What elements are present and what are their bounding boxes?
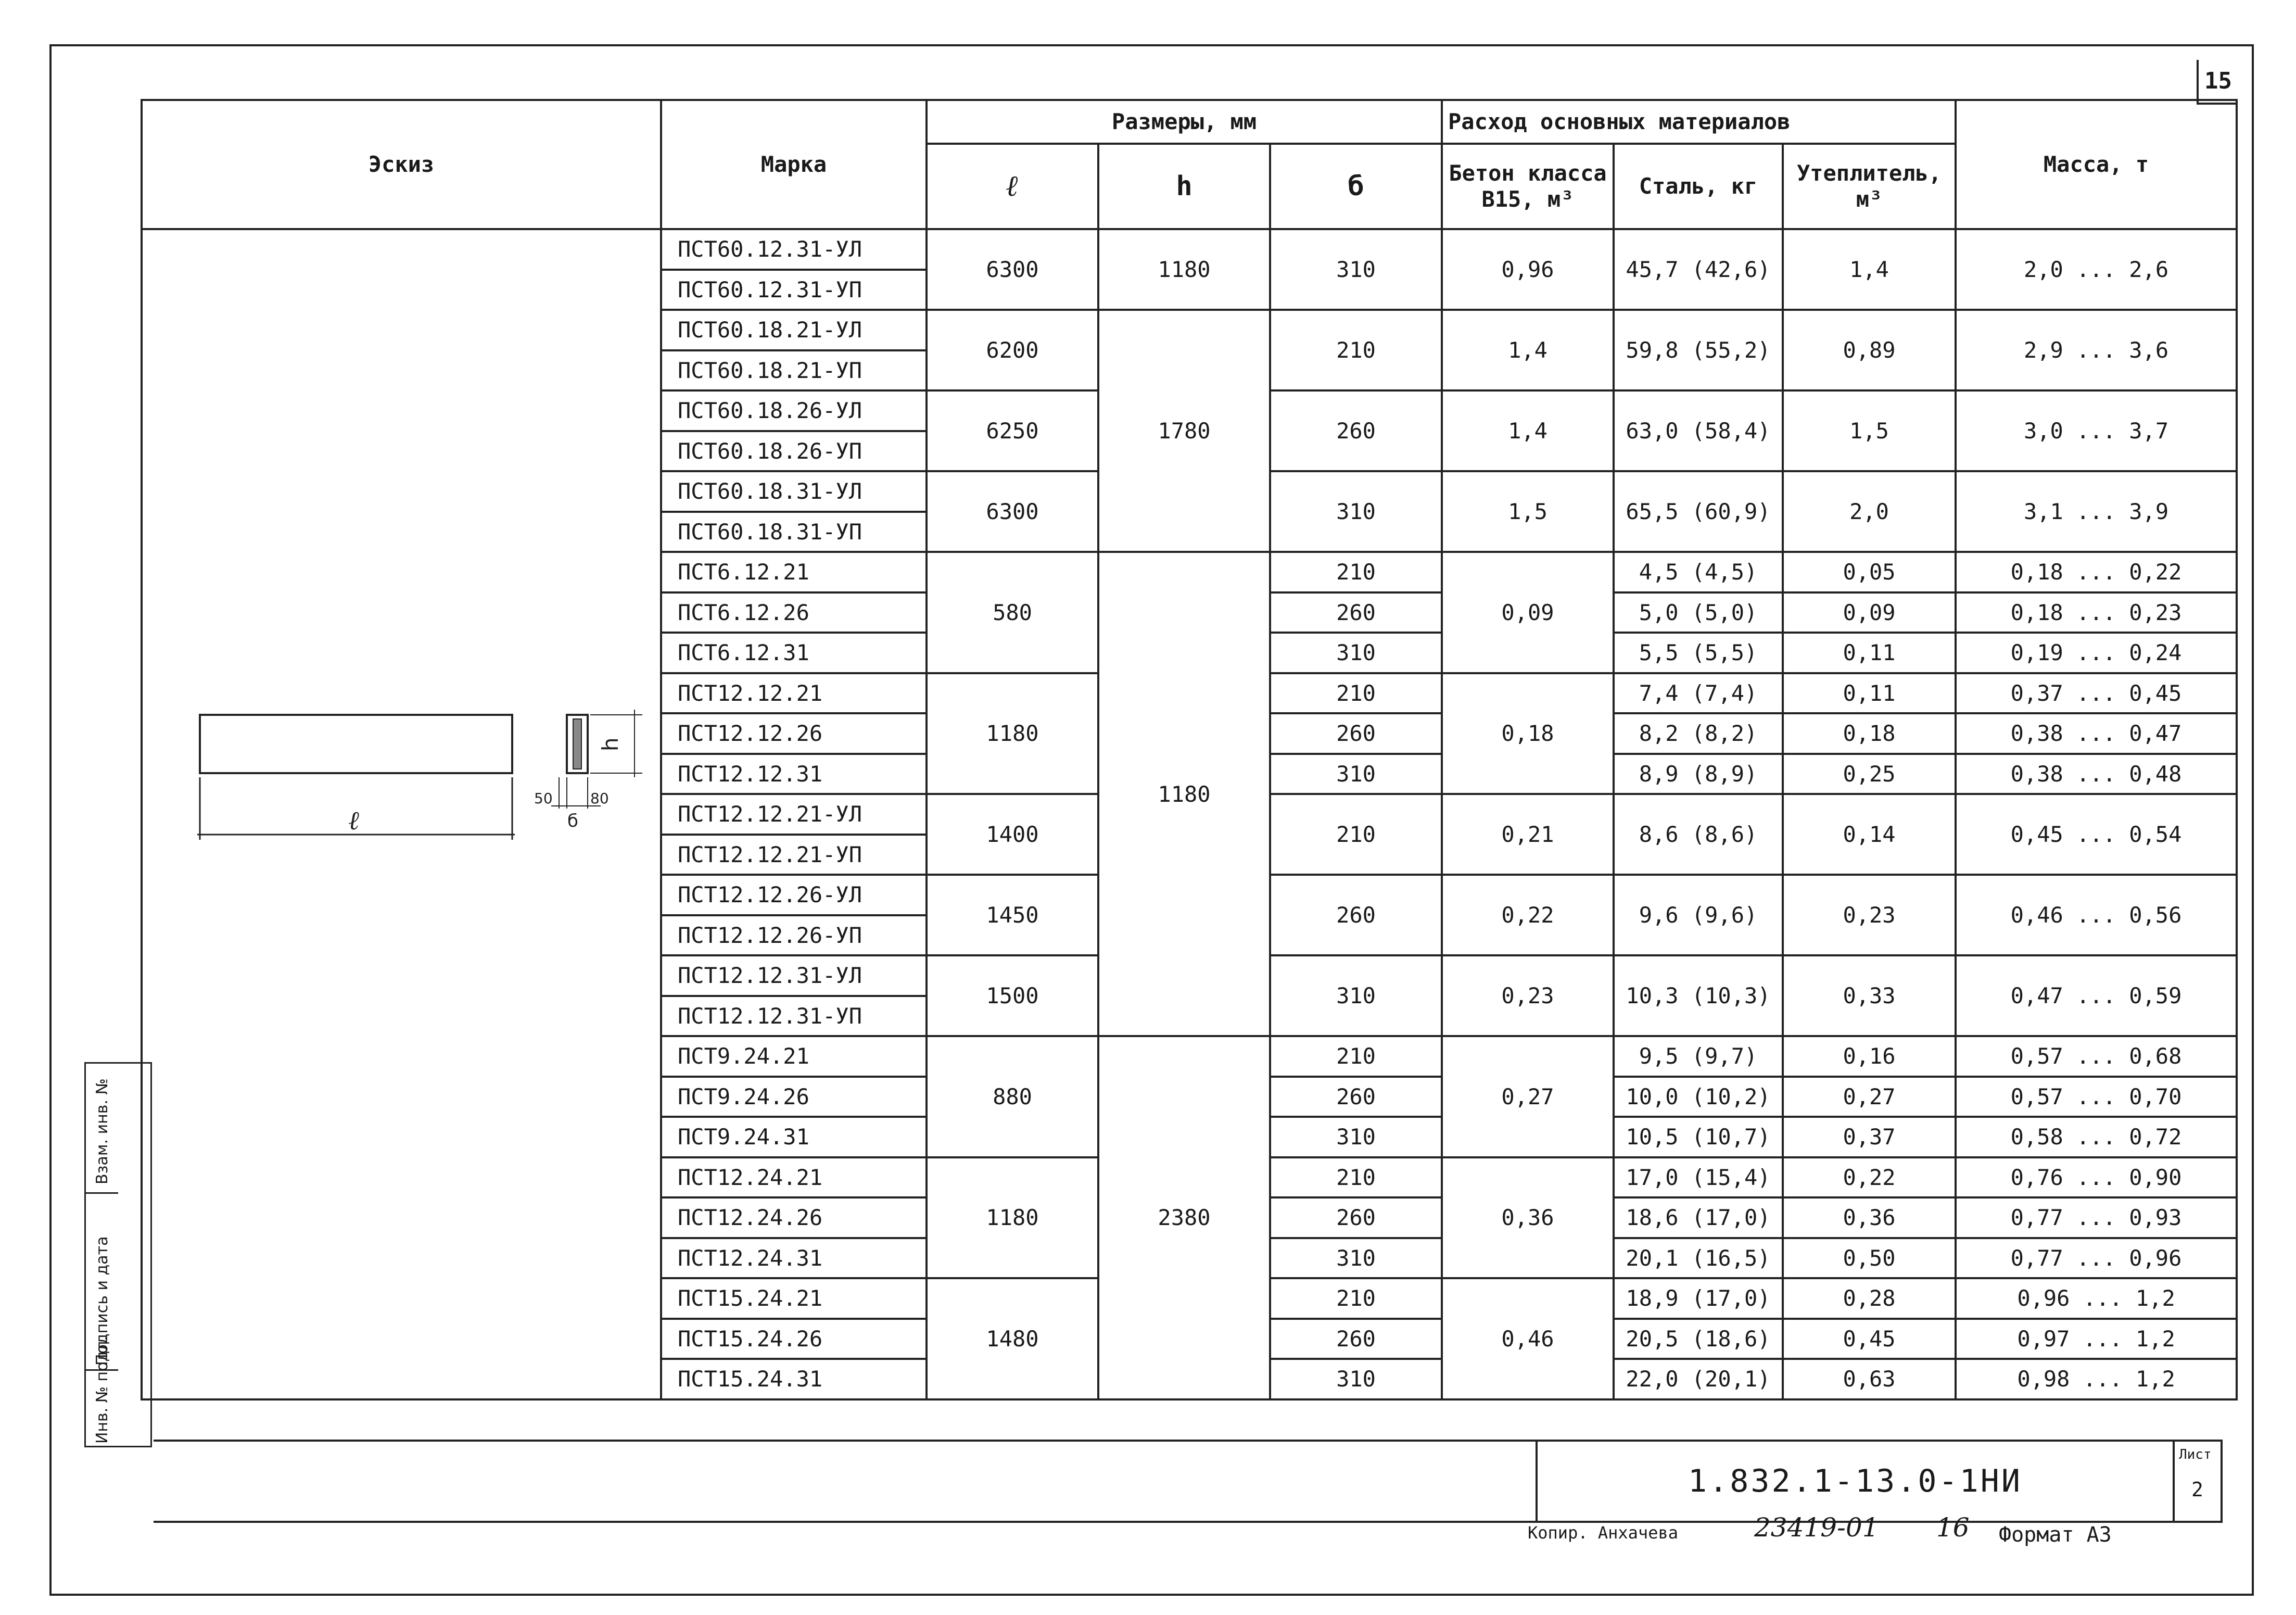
cell-b: 310	[1270, 955, 1442, 1036]
cell-b: 310	[1270, 1117, 1442, 1157]
cell-concrete: 0,18	[1442, 673, 1614, 794]
cell-steel: 8,6 (8,6)	[1614, 794, 1783, 875]
cell-b: 310	[1270, 633, 1442, 673]
cell-steel: 22,0 (20,1)	[1614, 1359, 1783, 1399]
cell-insulation: 2,0	[1783, 471, 1956, 552]
specification-table	[141, 99, 2238, 1400]
header-insulation: Утеплитель, м³	[1783, 144, 1956, 229]
footer-number-16: 16	[1936, 1512, 1970, 1543]
cell-l: 880	[927, 1036, 1098, 1157]
cell-b: 210	[1270, 552, 1442, 592]
cell-b: 310	[1270, 229, 1442, 310]
cell-insulation: 0,27	[1783, 1077, 1956, 1117]
cell-mark: ПСТ60.12.31-УЛ	[661, 229, 927, 270]
side-stamp-vzam-inv: Взам. инв. №	[93, 1078, 111, 1184]
header-dim-b: б	[1270, 144, 1442, 229]
cell-insulation: 0,16	[1783, 1036, 1956, 1077]
cell-mark: ПСТ12.12.26	[661, 713, 927, 754]
cell-mark: ПСТ12.12.21	[661, 673, 927, 714]
header-dim-l: ℓ	[927, 144, 1098, 229]
cell-mark: ПСТ9.24.26	[661, 1077, 927, 1117]
cell-concrete: 1,4	[1442, 390, 1614, 471]
cell-insulation: 0,63	[1783, 1359, 1956, 1399]
cell-steel: 5,5 (5,5)	[1614, 633, 1783, 673]
cell-mark: ПСТ12.12.21-УЛ	[661, 794, 927, 835]
cell-mark: ПСТ12.12.26-УЛ	[661, 875, 927, 915]
cell-b: 210	[1270, 1036, 1442, 1077]
cell-b: 210	[1270, 1157, 1442, 1198]
cell-mark: ПСТ60.18.31-УП	[661, 512, 927, 552]
cell-l: 6300	[927, 471, 1098, 552]
cell-steel: 8,9 (8,9)	[1614, 754, 1783, 794]
cell-mark: ПСТ12.12.21-УП	[661, 835, 927, 875]
cell-mass: 0,37 ... 0,45	[1956, 673, 2237, 714]
cell-mass: 0,57 ... 0,70	[1956, 1077, 2237, 1117]
header-steel: Сталь, кг	[1614, 144, 1783, 229]
side-stamp-inv-podl: Инв. № подл.	[93, 1336, 111, 1444]
cell-h: 2380	[1098, 1036, 1270, 1399]
header-sketch: Эскиз	[142, 100, 661, 229]
cell-mark: ПСТ60.18.26-УП	[661, 431, 927, 472]
cell-h: 1780	[1098, 310, 1270, 552]
cell-mark: ПСТ12.24.21	[661, 1157, 927, 1198]
cell-insulation: 1,5	[1783, 390, 1956, 471]
cell-insulation: 0,05	[1783, 552, 1956, 592]
header-materials: Расход основных материалов	[1442, 100, 1956, 144]
cell-l: 1400	[927, 794, 1098, 875]
copied-by: Копир. Анхачева	[1528, 1523, 1678, 1543]
cell-steel: 10,5 (10,7)	[1614, 1117, 1783, 1157]
sheet-label: Лист	[2179, 1447, 2212, 1462]
cell-b: 260	[1270, 1077, 1442, 1117]
title-block	[1536, 1440, 2223, 1523]
cell-b: 210	[1270, 794, 1442, 875]
cell-mass: 3,0 ... 3,7	[1956, 390, 2237, 471]
cell-insulation: 0,50	[1783, 1238, 1956, 1279]
cell-l: 1500	[927, 955, 1098, 1036]
cell-mark: ПСТ60.18.31-УЛ	[661, 471, 927, 512]
paper-format: Формат А3	[1999, 1523, 2112, 1547]
cell-concrete: 1,4	[1442, 310, 1614, 390]
cell-mass: 3,1 ... 3,9	[1956, 471, 2237, 552]
cell-l: 580	[927, 552, 1098, 673]
cell-insulation: 0,33	[1783, 955, 1956, 1036]
cell-mark: ПСТ9.24.21	[661, 1036, 927, 1077]
cell-concrete: 0,09	[1442, 552, 1614, 673]
cell-b: 310	[1270, 754, 1442, 794]
cell-mass: 0,45 ... 0,54	[1956, 794, 2237, 875]
cell-l: 1180	[927, 673, 1098, 794]
cell-mass: 0,77 ... 0,93	[1956, 1197, 2237, 1238]
cell-mark: ПСТ60.12.31-УП	[661, 270, 927, 310]
cell-steel: 7,4 (7,4)	[1614, 673, 1783, 714]
cell-b: 260	[1270, 390, 1442, 471]
sketch-label-l: ℓ	[348, 805, 359, 836]
cell-mark: ПСТ9.24.31	[661, 1117, 927, 1157]
side-stamp-podpis-data: Подпись и дата	[93, 1236, 111, 1366]
order-number: 23419-01	[1754, 1512, 1879, 1543]
cell-steel: 45,7 (42,6)	[1614, 229, 1783, 310]
sketch-label-b: б	[567, 811, 578, 832]
header-mark: Марка	[661, 100, 927, 229]
cell-steel: 63,0 (58,4)	[1614, 390, 1783, 471]
cell-h: 1180	[1098, 552, 1270, 1036]
cell-concrete: 0,96	[1442, 229, 1614, 310]
sheet-number: 15	[2197, 60, 2238, 105]
cell-b: 310	[1270, 1359, 1442, 1399]
cell-concrete: 0,21	[1442, 794, 1614, 875]
bottom-rule	[154, 1521, 1538, 1523]
panel-sketch	[148, 257, 661, 1366]
cell-mark: ПСТ6.12.26	[661, 592, 927, 633]
cell-concrete: 0,23	[1442, 955, 1614, 1036]
cell-mass: 0,18 ... 0,22	[1956, 552, 2237, 592]
cell-insulation: 0,36	[1783, 1197, 1956, 1238]
sketch-cell	[142, 229, 661, 1399]
cell-steel: 18,9 (17,0)	[1614, 1278, 1783, 1319]
cell-mass: 0,46 ... 0,56	[1956, 875, 2237, 955]
sketch-label-50: 50	[534, 790, 553, 808]
header-dim-h: h	[1098, 144, 1270, 229]
cell-concrete: 0,46	[1442, 1278, 1614, 1399]
cell-steel: 18,6 (17,0)	[1614, 1197, 1783, 1238]
cell-insulation: 0,25	[1783, 754, 1956, 794]
cell-insulation: 0,28	[1783, 1278, 1956, 1319]
cell-insulation: 0,09	[1783, 592, 1956, 633]
header-concrete: Бетон класса В15, м³	[1442, 144, 1614, 229]
cell-mark: ПСТ12.24.26	[661, 1197, 927, 1238]
cell-concrete: 0,27	[1442, 1036, 1614, 1157]
cell-steel: 9,5 (9,7)	[1614, 1036, 1783, 1077]
cell-steel: 5,0 (5,0)	[1614, 592, 1783, 633]
cell-mass: 2,0 ... 2,6	[1956, 229, 2237, 310]
cell-mark: ПСТ15.24.31	[661, 1359, 927, 1399]
cell-mass: 0,57 ... 0,68	[1956, 1036, 2237, 1077]
cell-b: 310	[1270, 471, 1442, 552]
cell-b: 210	[1270, 1278, 1442, 1319]
cell-steel: 8,2 (8,2)	[1614, 713, 1783, 754]
cell-b: 260	[1270, 713, 1442, 754]
cell-steel: 20,1 (16,5)	[1614, 1238, 1783, 1279]
cell-steel: 20,5 (18,6)	[1614, 1319, 1783, 1359]
cell-l: 1480	[927, 1278, 1098, 1399]
cell-l: 6300	[927, 229, 1098, 310]
cell-mark: ПСТ12.24.31	[661, 1238, 927, 1279]
table-row	[142, 229, 2237, 270]
cell-steel: 17,0 (15,4)	[1614, 1157, 1783, 1198]
cell-b: 260	[1270, 592, 1442, 633]
cell-insulation: 0,45	[1783, 1319, 1956, 1359]
cell-mark: ПСТ6.12.21	[661, 552, 927, 592]
cell-l: 6200	[927, 310, 1098, 390]
cell-mark: ПСТ12.12.31	[661, 754, 927, 794]
cell-l: 6250	[927, 390, 1098, 471]
header-mass: Масса, т	[1956, 100, 2237, 229]
cell-insulation: 0,23	[1783, 875, 1956, 955]
cell-mark: ПСТ12.12.31-УП	[661, 996, 927, 1037]
cell-b: 260	[1270, 875, 1442, 955]
cell-mark: ПСТ15.24.21	[661, 1278, 927, 1319]
cell-steel: 59,8 (55,2)	[1614, 310, 1783, 390]
side-stamp	[84, 1062, 152, 1447]
cell-steel: 10,3 (10,3)	[1614, 955, 1783, 1036]
cell-mass: 0,19 ... 0,24	[1956, 633, 2237, 673]
cell-mass: 0,58 ... 0,72	[1956, 1117, 2237, 1157]
cell-steel: 65,5 (60,9)	[1614, 471, 1783, 552]
cell-mark: ПСТ60.18.21-УЛ	[661, 310, 927, 350]
sketch-label-h: h	[598, 737, 623, 752]
cell-insulation: 0,89	[1783, 310, 1956, 390]
cell-mark: ПСТ6.12.31	[661, 633, 927, 673]
cell-b: 210	[1270, 673, 1442, 714]
cell-concrete: 1,5	[1442, 471, 1614, 552]
cell-mark: ПСТ12.12.31-УЛ	[661, 955, 927, 996]
header-dimensions: Размеры, мм	[927, 100, 1442, 144]
cell-mass: 0,97 ... 1,2	[1956, 1319, 2237, 1359]
bottom-rule	[154, 1440, 1538, 1442]
cell-mass: 0,76 ... 0,90	[1956, 1157, 2237, 1198]
cell-mass: 0,38 ... 0,48	[1956, 754, 2237, 794]
cell-insulation: 0,11	[1783, 633, 1956, 673]
cell-h: 1180	[1098, 229, 1270, 310]
cell-b: 310	[1270, 1238, 1442, 1279]
cell-mass: 0,77 ... 0,96	[1956, 1238, 2237, 1279]
cell-mass: 0,38 ... 0,47	[1956, 713, 2237, 754]
cell-mass: 0,96 ... 1,2	[1956, 1278, 2237, 1319]
cell-steel: 4,5 (4,5)	[1614, 552, 1783, 592]
sketch-label-80: 80	[590, 790, 609, 808]
cell-concrete: 0,36	[1442, 1157, 1614, 1279]
cell-b: 260	[1270, 1319, 1442, 1359]
sheet-value: 2	[2191, 1478, 2203, 1501]
cell-l: 1180	[927, 1157, 1098, 1279]
cell-b: 260	[1270, 1197, 1442, 1238]
document-designation: 1.832.1-13.0-1НИ	[1688, 1463, 2022, 1499]
cell-steel: 10,0 (10,2)	[1614, 1077, 1783, 1117]
cell-l: 1450	[927, 875, 1098, 955]
cell-insulation: 1,4	[1783, 229, 1956, 310]
cell-insulation: 0,18	[1783, 713, 1956, 754]
cell-mass: 0,98 ... 1,2	[1956, 1359, 2237, 1399]
cell-insulation: 0,22	[1783, 1157, 1956, 1198]
sheet-cell	[2173, 1442, 2221, 1521]
cell-concrete: 0,22	[1442, 875, 1614, 955]
cell-insulation: 0,14	[1783, 794, 1956, 875]
cell-mark: ПСТ15.24.26	[661, 1319, 927, 1359]
cell-mark: ПСТ60.18.26-УЛ	[661, 390, 927, 431]
cell-mass: 2,9 ... 3,6	[1956, 310, 2237, 390]
cell-insulation: 0,11	[1783, 673, 1956, 714]
cell-mark: ПСТ12.12.26-УП	[661, 915, 927, 956]
cell-mark: ПСТ60.18.21-УП	[661, 350, 927, 391]
cell-mass: 0,47 ... 0,59	[1956, 955, 2237, 1036]
cell-mass: 0,18 ... 0,23	[1956, 592, 2237, 633]
cell-steel: 9,6 (9,6)	[1614, 875, 1783, 955]
cell-b: 210	[1270, 310, 1442, 390]
cell-insulation: 0,37	[1783, 1117, 1956, 1157]
